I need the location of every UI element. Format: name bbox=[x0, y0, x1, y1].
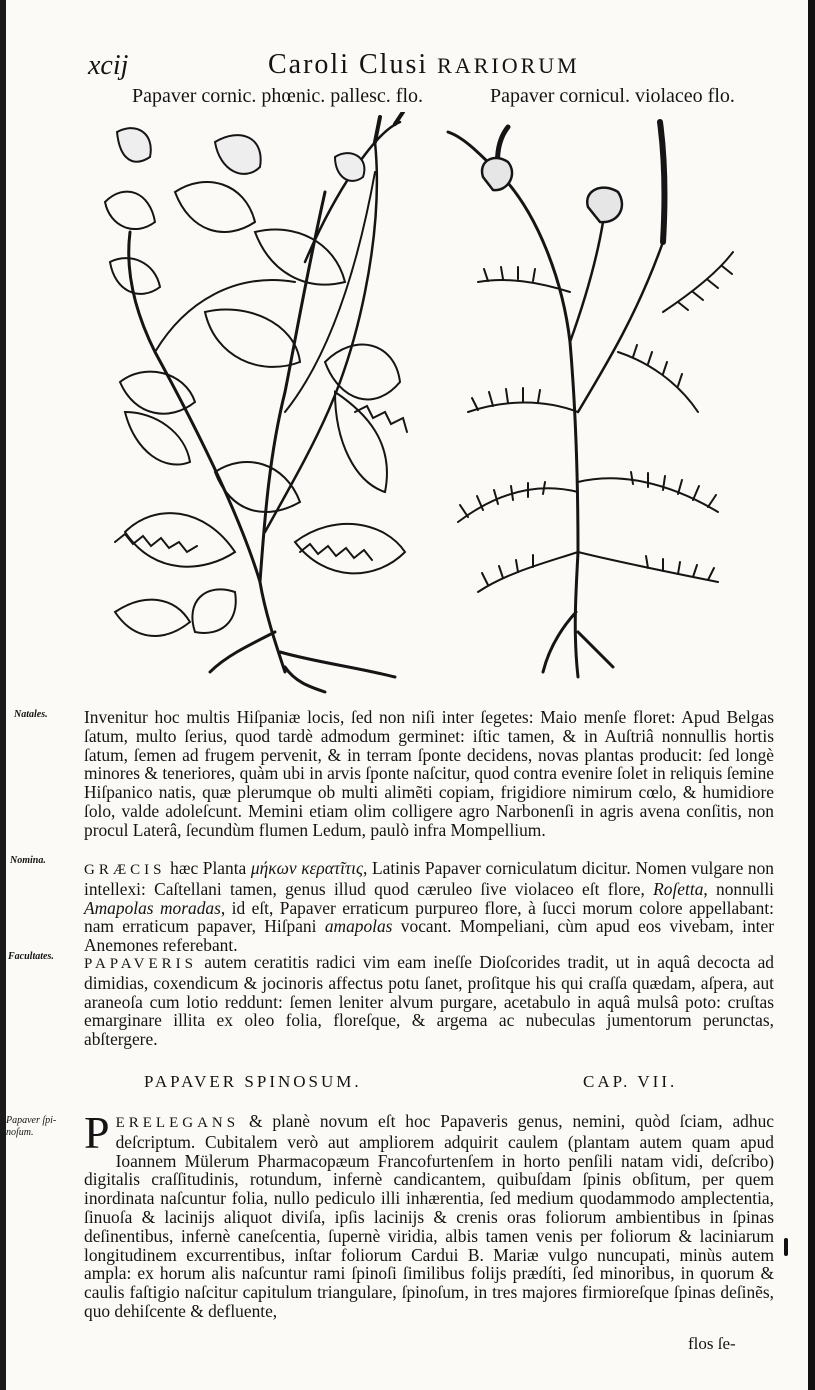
catchword: flos ſe- bbox=[688, 1334, 736, 1353]
running-head bbox=[268, 49, 580, 81]
margin-note-facultates: Facultates. bbox=[8, 951, 54, 962]
section-title-word: SPINOSUM. bbox=[244, 1072, 362, 1091]
paragraph-facultates bbox=[84, 953, 774, 1049]
scan-edge-right bbox=[808, 0, 815, 1390]
text-run: autem ceratitis radici vim eam ineſſe Dioſcorides tradit, ut in aquâ decocta ad dimidias, coxendicum & jocinoris affectus potu ſanet, proſitque his qui craſſa quædam, aſpera, aut araneoſa cum lotio reddunt: ſemen leniter alvum purgare, acetabulo in aquâ mulsâ poto: cruſtas emarginare illita ex oleo folia, floreſque, & argema ac nubeculas jumentorum perunctas, abſtergere. bbox=[84, 952, 774, 1050]
scan-edge-left bbox=[0, 0, 6, 1390]
text-run: , nonnulli bbox=[703, 878, 774, 899]
margin-note-line: Papaver ſpi- bbox=[6, 1115, 57, 1126]
figure-caption-left: Papaver cornic. phœnic. pallesc. flo. bbox=[132, 85, 424, 107]
vernacular-amapolas-moradas: Amapolas moradas bbox=[84, 897, 221, 918]
woodcut-papaver-phoeniceum bbox=[95, 112, 420, 697]
chapter-number: CAP. VII. bbox=[583, 1072, 678, 1091]
spinosum-lead-word: ERELEGANS bbox=[115, 1115, 240, 1131]
text-run: vocant. Mompeliani, cùm apud eos vivebam, inter Anemones referebant. bbox=[84, 916, 774, 956]
text-run: , id eſt, Papaver erraticum purpureo flore, à ſucci morum colore appellabant: nam erraticum papaver, Hiſpani bbox=[84, 897, 774, 937]
margin-note-nomina: Nomina. bbox=[10, 855, 46, 866]
paragraph-natales: Invenitur hoc multis Hiſpaniæ locis, ſed non niſi inter ſegetes: Maio menſe floret: Apud Belgas ſatum, multo ſerius, quod tardè admodum germinet: iſtic tamen, & in Auſtriâ nonnullis hortis ſatum, ſemen ad frugem pervenit, & in terram ſponte decidens, novas plantas producit: ſed longè minores & teneriores, quàm ubi in arvis ſponte naſcitur, quod contra evenire ſolet in reliquis ſemine Hiſpanico natis, quæ plerumque ob multi alimẽti copiam, frigidiore nimirum cœlo, & humidiore ſolo, valde adoleſcunt. Memini etiam olim colligere agro Narbonenſi in agris avena conſitis, non procul Laterâ, ſecundùm flumen Ledum, paulò infra Mompellium. bbox=[84, 707, 774, 840]
nomina-lead-word: GRÆCIS bbox=[84, 862, 166, 878]
page-number: xcij bbox=[88, 50, 129, 81]
text-run: & planè novum eſt hoc Papaveris genus, nemini, quòd ſciam, adhuc deſcriptum. Cubitalem verò aut ampliorem adquirit caulem (plantam autem quam apud Ioannem Mülerum Pharmacopæum Francofurtenſem in horto penſili natam vidi, deſcribo) digitalis craſſitudinis, rotundum, infernè candicantem, quibuſdam ſpinis obſitum, per quem inordinata naſcuntur folia, nullo pediculo illi inhærentia, ſed medium quodammodo amplectentia, ſinuoſa & lacinijs aliquot diviſa, ipſis lacinijs & crenis oras foliorum ambientibus in ſpinas deſinentibus, infernè caneſcentia, ſupernè viridia, albis tamen venis per foliorum & laciniarum longitudinem excurrentibus, inſtar foliorum Cardui B. Mariæ vulgo nuncupati, minùs autem ampla: ex horum alis naſcuntur rami ſpinoſi ſimilibus folijs prædíti, ſed minoribus, in quorum & caulis faſtigio naſcitur capitulum triangulare, ſpinoſum, in tres majores firmioreſque ſpinas deſinẽs, quo dehiſcente & defluente, bbox=[84, 1111, 774, 1321]
facultates-lead-word: PAPAVERIS bbox=[84, 956, 197, 972]
section-title bbox=[144, 1072, 362, 1092]
drop-cap: P bbox=[84, 1107, 110, 1158]
vernacular-amapolas: amapolas bbox=[324, 916, 393, 937]
section-title-word: PAPAVER bbox=[144, 1072, 238, 1091]
ink-mark bbox=[784, 1238, 788, 1256]
woodcut-papaver-violaceum bbox=[438, 112, 738, 682]
greek-name: μήκων κερατῖτις bbox=[250, 858, 364, 878]
vernacular-rosetta: Roſetta bbox=[653, 878, 704, 899]
margin-note-papaver-spinosum bbox=[6, 1115, 56, 1139]
running-head-clusi: Clusi bbox=[359, 49, 429, 80]
paragraph-nomina bbox=[84, 859, 774, 955]
margin-note-natales: Natales. bbox=[14, 709, 48, 720]
text-run: hæc Planta bbox=[165, 858, 251, 878]
margin-note-line: noſum. bbox=[6, 1127, 34, 1138]
running-head-caroli: Caroli bbox=[268, 49, 350, 80]
text-run: , Latinis Papaver corniculatum dicitur. Nomen vulgare non intellexi: Caſtellani tamen, genus illud quod cæruleo ſive violaceo eſt flore, bbox=[84, 858, 774, 899]
paragraph-papaver-spinosum bbox=[84, 1107, 774, 1321]
figure-caption-right: Papaver cornicul. violaceo flo. bbox=[490, 85, 735, 107]
running-head-rariorum: RARIORUM bbox=[437, 53, 580, 78]
